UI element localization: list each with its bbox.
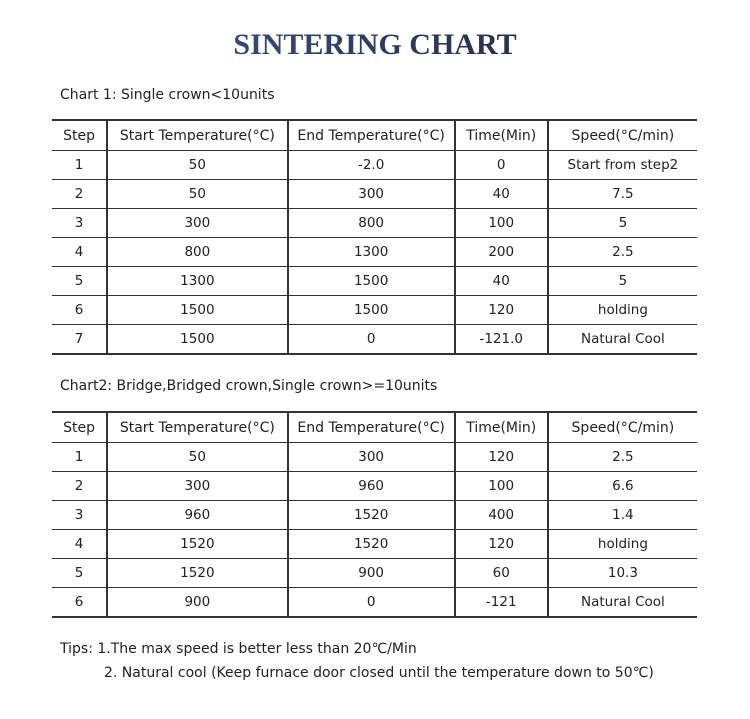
table-row <box>52 472 697 501</box>
table-cell: 5 <box>52 267 107 296</box>
column-header: End Temperature(°C) <box>288 412 455 443</box>
table-cell: -121 <box>455 588 548 618</box>
table-cell: 0 <box>288 588 455 618</box>
page-title: SINTERING CHART <box>0 28 750 62</box>
table-cell: 6 <box>52 296 107 325</box>
table-cell: holding <box>548 296 697 325</box>
table-cell: 1520 <box>107 530 288 559</box>
table-cell: 900 <box>288 559 455 588</box>
table-cell: 120 <box>455 530 548 559</box>
table-cell: 1300 <box>288 238 455 267</box>
column-header: Time(Min) <box>455 412 548 443</box>
table-cell: 50 <box>107 443 288 472</box>
table-header-row <box>52 412 697 443</box>
table-row <box>52 151 697 180</box>
table-cell: 900 <box>107 588 288 618</box>
table-cell: 40 <box>455 180 548 209</box>
table-cell: 10.3 <box>548 559 697 588</box>
table-cell: 300 <box>107 472 288 501</box>
table-cell: 7.5 <box>548 180 697 209</box>
table-cell: 300 <box>288 180 455 209</box>
table-row <box>52 588 697 618</box>
table-cell: 1500 <box>107 296 288 325</box>
table-cell: 0 <box>288 325 455 355</box>
table-cell: 120 <box>455 443 548 472</box>
table-cell: 7 <box>52 325 107 355</box>
table-cell: 800 <box>107 238 288 267</box>
table-cell: 1520 <box>107 559 288 588</box>
column-header: End Temperature(°C) <box>288 120 455 151</box>
table-cell: 1500 <box>288 267 455 296</box>
table-cell: 1 <box>52 443 107 472</box>
column-header: Speed(°C/min) <box>548 412 697 443</box>
table-row <box>52 180 697 209</box>
table-cell: 960 <box>288 472 455 501</box>
table-cell: 5 <box>52 559 107 588</box>
table-cell: 1520 <box>288 501 455 530</box>
table-cell: 1520 <box>288 530 455 559</box>
table-cell: 5 <box>548 209 697 238</box>
table-cell: 2.5 <box>548 238 697 267</box>
table-cell: 300 <box>288 443 455 472</box>
table-cell: 800 <box>288 209 455 238</box>
table-cell: 400 <box>455 501 548 530</box>
table-cell: 50 <box>107 151 288 180</box>
table-row <box>52 325 697 355</box>
table-row <box>52 501 697 530</box>
table-cell: 300 <box>107 209 288 238</box>
table-cell: 1300 <box>107 267 288 296</box>
table-cell: 3 <box>52 501 107 530</box>
column-header: Time(Min) <box>455 120 548 151</box>
table-cell: Start from step2 <box>548 151 697 180</box>
table-cell: 100 <box>455 209 548 238</box>
table-cell: 0 <box>455 151 548 180</box>
table-row <box>52 559 697 588</box>
table-row <box>52 209 697 238</box>
table-cell: 2 <box>52 472 107 501</box>
chart1-caption: Chart 1: Single crown<10units <box>60 87 275 103</box>
chart1-table <box>52 119 697 355</box>
table-cell: 5 <box>548 267 697 296</box>
table-row <box>52 296 697 325</box>
table-cell: 120 <box>455 296 548 325</box>
chart2-table <box>52 411 697 618</box>
table-cell: 1 <box>52 151 107 180</box>
table-header-row <box>52 120 697 151</box>
table-cell: 960 <box>107 501 288 530</box>
chart2-caption: Chart2: Bridge,Bridged crown,Single crown>=10units <box>60 378 438 394</box>
table-cell: 1500 <box>107 325 288 355</box>
table-cell: 60 <box>455 559 548 588</box>
table-cell: 6.6 <box>548 472 697 501</box>
table-cell: holding <box>548 530 697 559</box>
table-cell: -121.0 <box>455 325 548 355</box>
table-cell: 200 <box>455 238 548 267</box>
table-cell: 4 <box>52 238 107 267</box>
column-header: Step <box>52 120 107 151</box>
table-cell: Natural Cool <box>548 325 697 355</box>
table-cell: 6 <box>52 588 107 618</box>
column-header: Start Temperature(°C) <box>107 412 288 443</box>
table-cell: 2.5 <box>548 443 697 472</box>
table-row <box>52 443 697 472</box>
tip-2: 2. Natural cool (Keep furnace door closed until the temperature down to 50℃) <box>104 665 654 681</box>
table-cell: Natural Cool <box>548 588 697 618</box>
table-row <box>52 267 697 296</box>
tip-1: Tips: 1.The max speed is better less than 20℃/Min <box>60 641 417 657</box>
table-cell: 2 <box>52 180 107 209</box>
column-header: Start Temperature(°C) <box>107 120 288 151</box>
table-row <box>52 530 697 559</box>
table-cell: 4 <box>52 530 107 559</box>
column-header: Step <box>52 412 107 443</box>
table-cell: 1500 <box>288 296 455 325</box>
table-row <box>52 238 697 267</box>
table-cell: -2.0 <box>288 151 455 180</box>
column-header: Speed(°C/min) <box>548 120 697 151</box>
table-cell: 100 <box>455 472 548 501</box>
table-cell: 50 <box>107 180 288 209</box>
table-cell: 3 <box>52 209 107 238</box>
table-cell: 40 <box>455 267 548 296</box>
table-cell: 1.4 <box>548 501 697 530</box>
